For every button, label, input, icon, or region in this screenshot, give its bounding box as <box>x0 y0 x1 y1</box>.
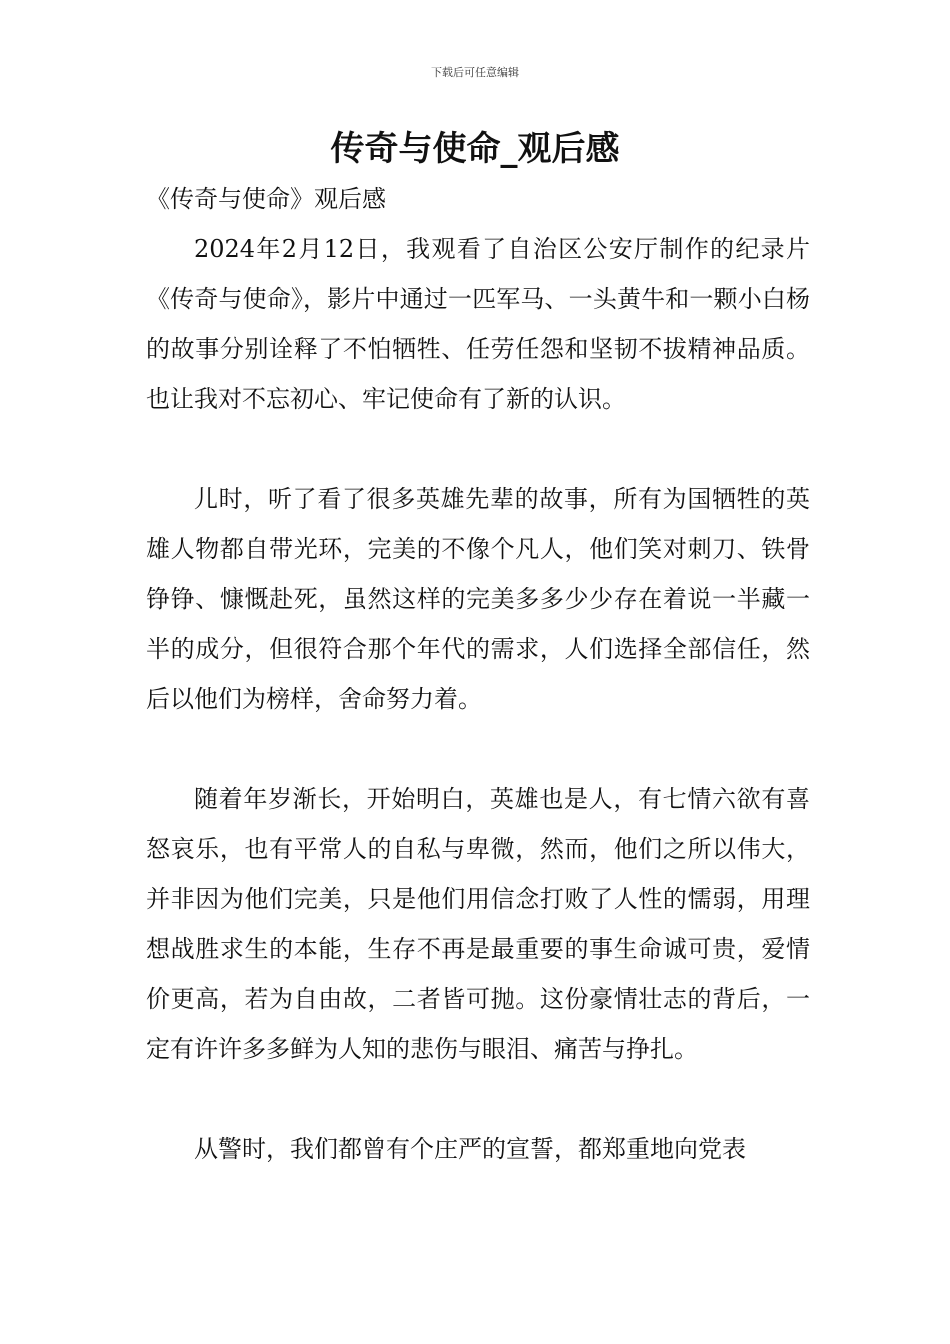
header-note: 下载后可任意编辑 <box>431 66 519 79</box>
paragraph-1: 2024年2月12日，我观看了自治区公安厅制作的纪录片《传奇与使命》，影片中通过一匹军马、一头黄牛和一颗小白杨的故事分别诠释了不怕牺牲、任劳任怨和坚韧不拔精神品质。也让我对不忘初心、牢记使命有了新的认识。 <box>146 235 810 413</box>
document-subtitle: 《传奇与使命》观后感 <box>146 185 386 213</box>
paragraph-3: 随着年岁渐长，开始明白，英雄也是人，有七情六欲有喜怒哀乐，也有平常人的自私与卑微，然而，他们之所以伟大，并非因为他们完美，只是他们用信念打败了人性的懦弱，用理想战胜求生的本能，生存不再是最重要的事生命诚可贵，爱情价更高，若为自由故，二者皆可抛。这份豪情壮志的背后，一定有许许多多鲜为人知的悲伤与眼泪、痛苦与挣扎。 <box>146 785 810 1063</box>
paragraph-4: 从警时，我们都曾有个庄严的宣誓，都郑重地向党表 <box>194 1135 746 1163</box>
document-title: 传奇与使命_观后感 <box>330 129 620 169</box>
document-body <box>146 178 810 1174</box>
paragraph-2: 儿时，听了看了很多英雄先辈的故事，所有为国牺牲的英雄人物都自带光环，完美的不像个凡人，他们笑对刺刀、铁骨铮铮、慷慨赴死，虽然这样的完美多多少少存在着说一半藏一半的成分，但很符合那个年代的需求，人们选择全部信任，然后以他们为榜样，舍命努力着。 <box>146 485 810 713</box>
